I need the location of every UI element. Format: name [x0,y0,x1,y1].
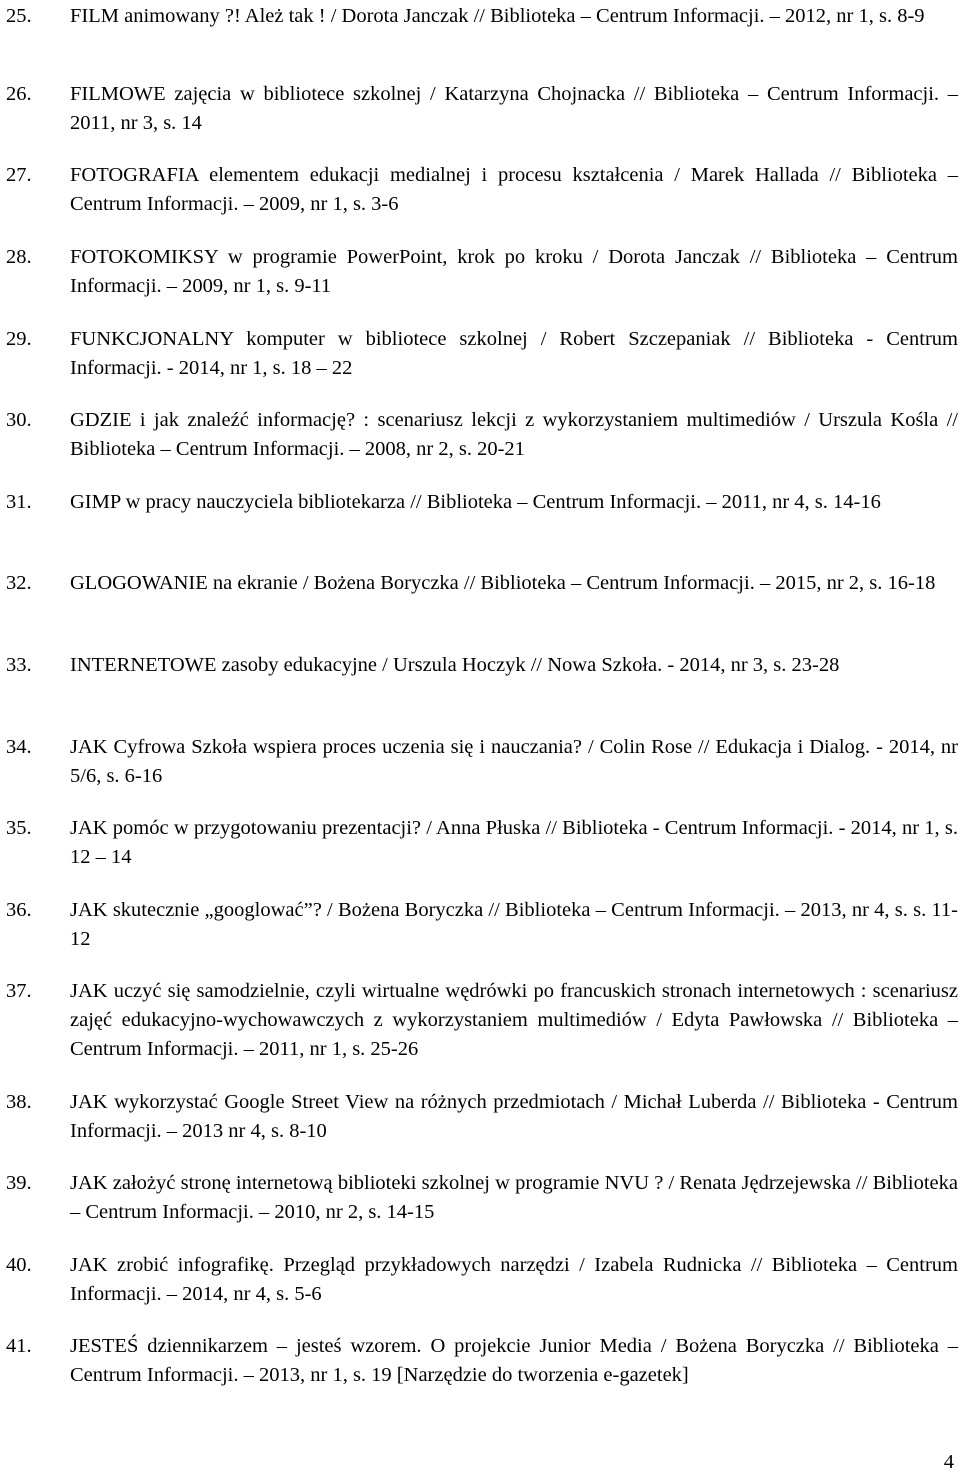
entry-number: 31. [6,491,32,513]
entry-text: JESTEŚ dziennikarzem – jesteś wzorem. O projekcie Junior Media / Bożena Boryczka // Biblioteka – Centrum Informacji. – 2013, nr 1, s. 19 [Narzędzie do tworzenia e-gazetek] [70,1335,958,1386]
entry-text: JAK założyć stronę internetową biblioteki szkolnej w programie NVU ? / Renata Jędrzejewska // Biblioteka – Centrum Informacji. – 2010, nr 2, s. 14-15 [70,1172,958,1223]
entry-text: GLOGOWANIE na ekranie / Bożena Boryczka // Biblioteka – Centrum Informacji. – 2015, nr 2, s. 16-18 [70,572,936,594]
entry-number: 29. [6,328,32,350]
entry-text: FUNKCJONALNY komputer w bibliotece szkolnej / Robert Szczepaniak // Biblioteka - Centrum Informacji. - 2014, nr 1, s. 18 – 22 [70,328,958,379]
entry-text: JAK wykorzystać Google Street View na różnych przedmiotach / Michał Luberda // Biblioteka - Centrum Informacji. – 2013 nr 4, s. 8-10 [70,1091,958,1142]
entry-text: JAK uczyć się samodzielnie, czyli wirtualne wędrówki po francuskich stronach internetowych : scenariusz zajęć edukacyjno-wychowawczych z wykorzystaniem multimediów / Edyta Pawłowska // Biblioteka – Centrum Informacji. – 2011, nr 1, s. 25-26 [70,980,958,1060]
entry-text: JAK Cyfrowa Szkoła wspiera proces uczenia się i nauczania? / Colin Rose // Edukacja i Dialog. - 2014, nr 5/6, s. 6-16 [70,736,958,787]
entry-text: FILMOWE zajęcia w bibliotece szkolnej / Katarzyna Chojnacka // Biblioteka – Centrum Informacji. – 2011, nr 3, s. 14 [70,83,958,134]
entry-number: 41. [6,1335,32,1357]
entry-number: 40. [6,1254,32,1276]
entry-text: FOTOGRAFIA elementem edukacji medialnej i procesu kształcenia / Marek Hallada // Biblioteka – Centrum Informacji. – 2009, nr 1, s. 3-6 [70,164,958,215]
entry-text: GDZIE i jak znaleźć informację? : scenariusz lekcji z wykorzystaniem multimediów / Urszula Kośla // Biblioteka – Centrum Informacji. – 2008, nr 2, s. 20-21 [70,409,958,460]
entry-number: 28. [6,246,32,268]
entry-number: 30. [6,409,32,431]
entry-number: 27. [6,164,32,186]
entry-number: 32. [6,572,32,594]
entry-number: 36. [6,899,32,921]
entry-text: JAK zrobić infografikę. Przegląd przykładowych narzędzi / Izabela Rudnicka // Biblioteka – Centrum Informacji. – 2014, nr 4, s. 5-6 [70,1254,958,1305]
entry-number: 34. [6,736,32,758]
entry-number: 26. [6,83,32,105]
entry-text: JAK pomóc w przygotowaniu prezentacji? / Anna Płuska // Biblioteka - Centrum Informacji. - 2014, nr 1, s. 12 – 14 [70,817,958,868]
entry-text: FILM animowany ?! Ależ tak ! / Dorota Janczak // Biblioteka – Centrum Informacji. – 2012, nr 1, s. 8-9 [70,5,925,27]
entry-number: 38. [6,1091,32,1113]
entry-number: 35. [6,817,32,839]
entry-text: GIMP w pracy nauczyciela bibliotekarza // Biblioteka – Centrum Informacji. – 2011, nr 4, s. 14-16 [70,491,881,513]
entry-number: 39. [6,1172,32,1194]
page-number: 4 [943,1451,954,1473]
entry-number: 37. [6,980,32,1002]
entry-text: JAK skutecznie „googlować”? / Bożena Boryczka // Biblioteka – Centrum Informacji. – 2013, nr 4, s. s. 11-12 [70,899,958,950]
entry-number: 25. [6,5,32,27]
entry-text: FOTOKOMIKSY w programie PowerPoint, krok po kroku / Dorota Janczak // Biblioteka – Centrum Informacji. – 2009, nr 1, s. 9-11 [70,246,958,297]
entry-number: 33. [6,654,32,676]
entry-text: INTERNETOWE zasoby edukacyjne / Urszula Hoczyk // Nowa Szkoła. - 2014, nr 3, s. 23-28 [70,654,840,676]
